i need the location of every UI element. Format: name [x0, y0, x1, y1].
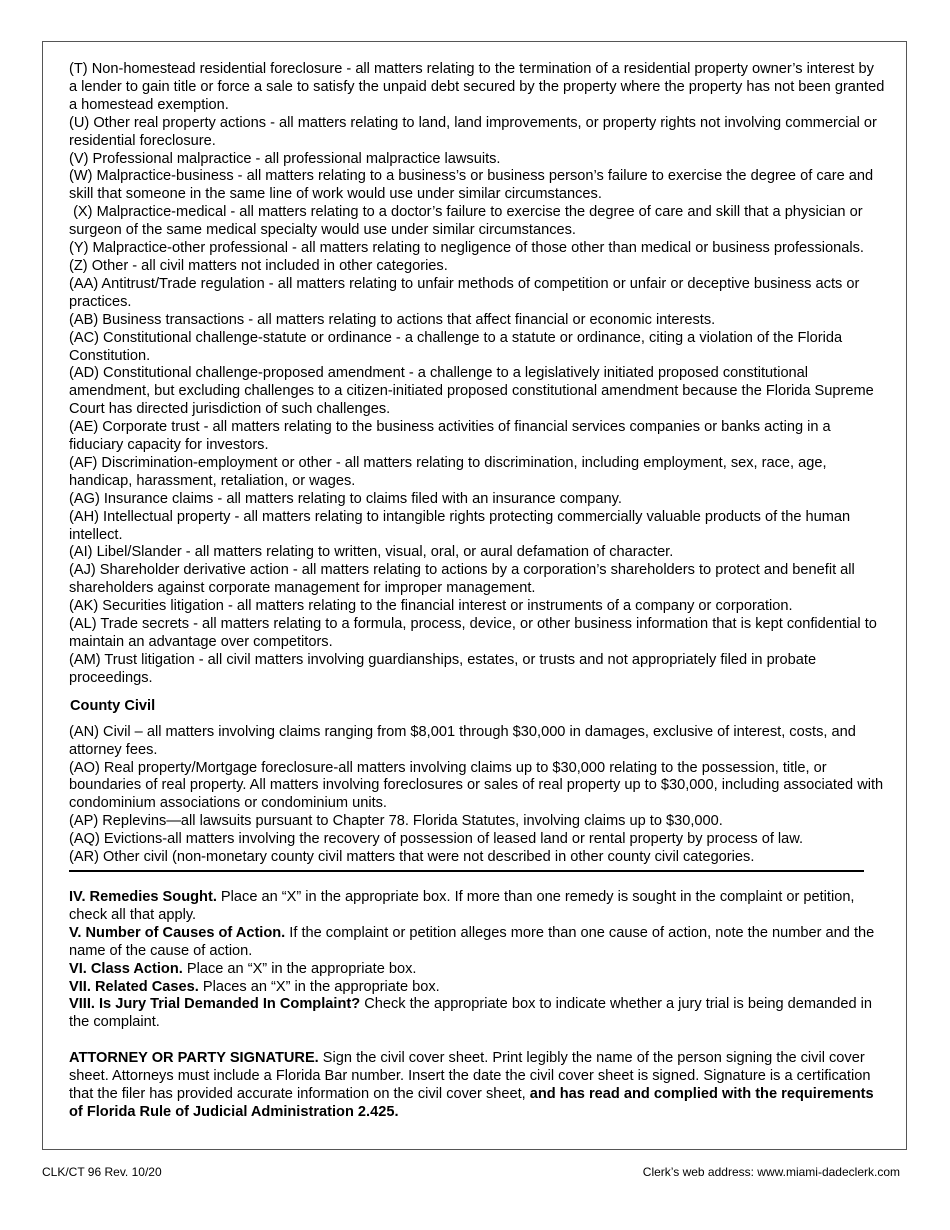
- instruction-label: VI. Class Action.: [69, 960, 183, 977]
- definition-item: (AQ) Evictions-all matters involving the recovery of possession of leased land or rental property by process of law.: [69, 831, 804, 848]
- page-footer: [42, 1165, 900, 1179]
- definition-item: (AF) Discrimination-employment or other - all matters relating to discrimination, including employment, sex, race, age, handicap, harassment, retaliation, or wages.: [69, 454, 827, 489]
- instruction-class-action: [69, 961, 885, 979]
- instruction-label: VII. Related Cases.: [69, 978, 199, 995]
- definition-item: (T) Non-homestead residential foreclosure - all matters relating to the termination of a residential property owner’s interest by a lender to gain title or force a sale to satisfy the unpaid debt secured by the property where the property has not been granted a homestead exemption.: [69, 61, 885, 113]
- definition-item: (AK) Securities litigation - all matters relating to the financial interest or instruments of a company or corporation.: [69, 598, 793, 615]
- definition-item: (V) Professional malpractice - all professional malpractice lawsuits.: [69, 150, 501, 167]
- definition-item: (Y) Malpractice-other professional - all matters relating to negligence of those other than medical or business professionals.: [69, 240, 864, 257]
- instruction-causes-of-action: [69, 925, 885, 961]
- county-civil-definitions: [69, 724, 885, 867]
- spacer: [69, 1032, 885, 1050]
- signature-bold-end: and has read and complied with the requirements of Florida Rule of Judicial Administration 2.425.: [69, 1086, 874, 1120]
- definition-item: (AE) Corporate trust - all matters relating to the business activities of financial services companies or banks acting in a fiduciary capacity for investors.: [69, 419, 831, 454]
- definition-item: (AD) Constitutional challenge-proposed amendment - a challenge to a legislatively initiated proposed constitutional amendment, but excluding challenges to a citizen-initiated proposed constitutional amendment because the Florida Supreme Court has directed jurisdiction of such challenges.: [69, 365, 874, 418]
- signature-text: Sign the civil cover sheet. Print legibly the name of the person signing the civil cover sheet. Attorneys must include a Florida Bar number. Insert the date the civil cover sheet is signed. Signature is a certification that the filer has provided accurate information on the civil cover sheet,: [69, 1050, 871, 1103]
- definition-item: (AJ) Shareholder derivative action - all matters relating to actions by a corporation’s shareholders to protect and benefit all shareholders against corporate management for improper management.: [69, 562, 855, 597]
- definition-item: (AC) Constitutional challenge-statute or ordinance - a challenge to a statute or ordinance, citing a violation of the Florida Constitution.: [69, 329, 843, 364]
- signature-label: ATTORNEY OR PARTY SIGNATURE.: [69, 1050, 319, 1067]
- definition-item: (AR) Other civil (non-monetary county civil matters that were not described in other county civil categories.: [69, 849, 755, 866]
- instruction-text: Place an “X” in the appropriate box. If more than one remedy is sought in the complaint or petition, check all that apply.: [69, 888, 855, 923]
- instruction-jury-trial: [69, 996, 885, 1032]
- instruction-label: VIII. Is Jury Trial Demanded In Complaint?: [69, 996, 361, 1013]
- definition-item: (AI) Libel/Slander - all matters relating to written, visual, oral, or aural defamation of character.: [69, 544, 674, 561]
- county-civil-heading: County Civil: [70, 697, 156, 714]
- definition-item: (Z) Other - all civil matters not included in other categories.: [69, 257, 448, 274]
- definition-item: (AP) Replevins—all lawsuits pursuant to Chapter 78. Florida Statutes, involving claims up to $30,000.: [69, 813, 723, 830]
- definition-item: (U) Other real property actions - all matters relating to land, land improvements, or property rights not involving commercial or residential foreclosure.: [69, 114, 877, 149]
- definition-item: (AL) Trade secrets - all matters relating to a formula, process, device, or other business information that is kept confidential to maintain an advantage over competitors.: [69, 616, 877, 650]
- definition-item: (W) Malpractice-business - all matters relating to a business’s or business person’s failure to exercise the degree of care and skill that someone in the same line of work would use under similar circumstances.: [69, 168, 874, 203]
- definition-item: (AM) Trust litigation - all civil matters involving guardianships, estates, or trusts and not appropriately filed in probate proceedings.: [69, 651, 817, 686]
- instruction-text: If the complaint or petition alleges more than one cause of action, note the number and the name of the cause of action.: [69, 924, 875, 959]
- definition-item: (AO) Real property/Mortgage foreclosure-all matters involving claims up to $30,000 relating to the possession, title, or boundaries of real property. All matters involving foreclosures or sales of real property up to $30,000, including associated with condominium associations or condominium units.: [69, 759, 884, 812]
- definition-item: (AN) Civil – all matters involving claims ranging from $8,001 through $30,000 in damages, exclusive of interest, costs, and attorney fees.: [69, 723, 856, 758]
- instruction-text: Place an “X” in the appropriate box.: [182, 960, 417, 977]
- definition-item: (AH) Intellectual property - all matters relating to intangible rights protecting commercially valuable products of the human intellect.: [69, 508, 851, 543]
- definition-item: (AB) Business transactions - all matters relating to actions that affect financial or economic interests.: [69, 311, 716, 328]
- form-id: CLK/CT 96 Rev. 10/20: [42, 1165, 162, 1179]
- definition-item: (AG) Insurance claims - all matters relating to claims filed with an insurance company.: [69, 490, 622, 507]
- circuit-civil-definitions: [69, 61, 885, 688]
- instruction-text: Places an “X” in the appropriate box.: [198, 978, 440, 995]
- definition-item: (AA) Antitrust/Trade regulation - all matters relating to unfair methods of competition or unfair or deceptive business acts or practices.: [69, 275, 860, 310]
- document-body: [69, 61, 885, 1122]
- section-divider: [69, 870, 864, 872]
- signature-instruction: [69, 1050, 885, 1122]
- instruction-remedies: [69, 889, 885, 925]
- instruction-label: V. Number of Causes of Action.: [69, 924, 286, 941]
- instructions-section: [69, 889, 885, 1032]
- instruction-label: IV. Remedies Sought.: [69, 888, 217, 905]
- instruction-related-cases: [69, 979, 885, 997]
- instruction-text: Check the appropriate box to indicate whether a jury trial is being demanded in the complaint.: [69, 996, 873, 1031]
- definition-item: (X) Malpractice-medical - all matters relating to a doctor’s failure to exercise the degree of care and skill that a physician or surgeon of the same medical specialty would use under similar circumstances.: [69, 204, 867, 239]
- clerk-web-address: Clerk’s web address: www.miami-dadeclerk.com: [642, 1165, 900, 1179]
